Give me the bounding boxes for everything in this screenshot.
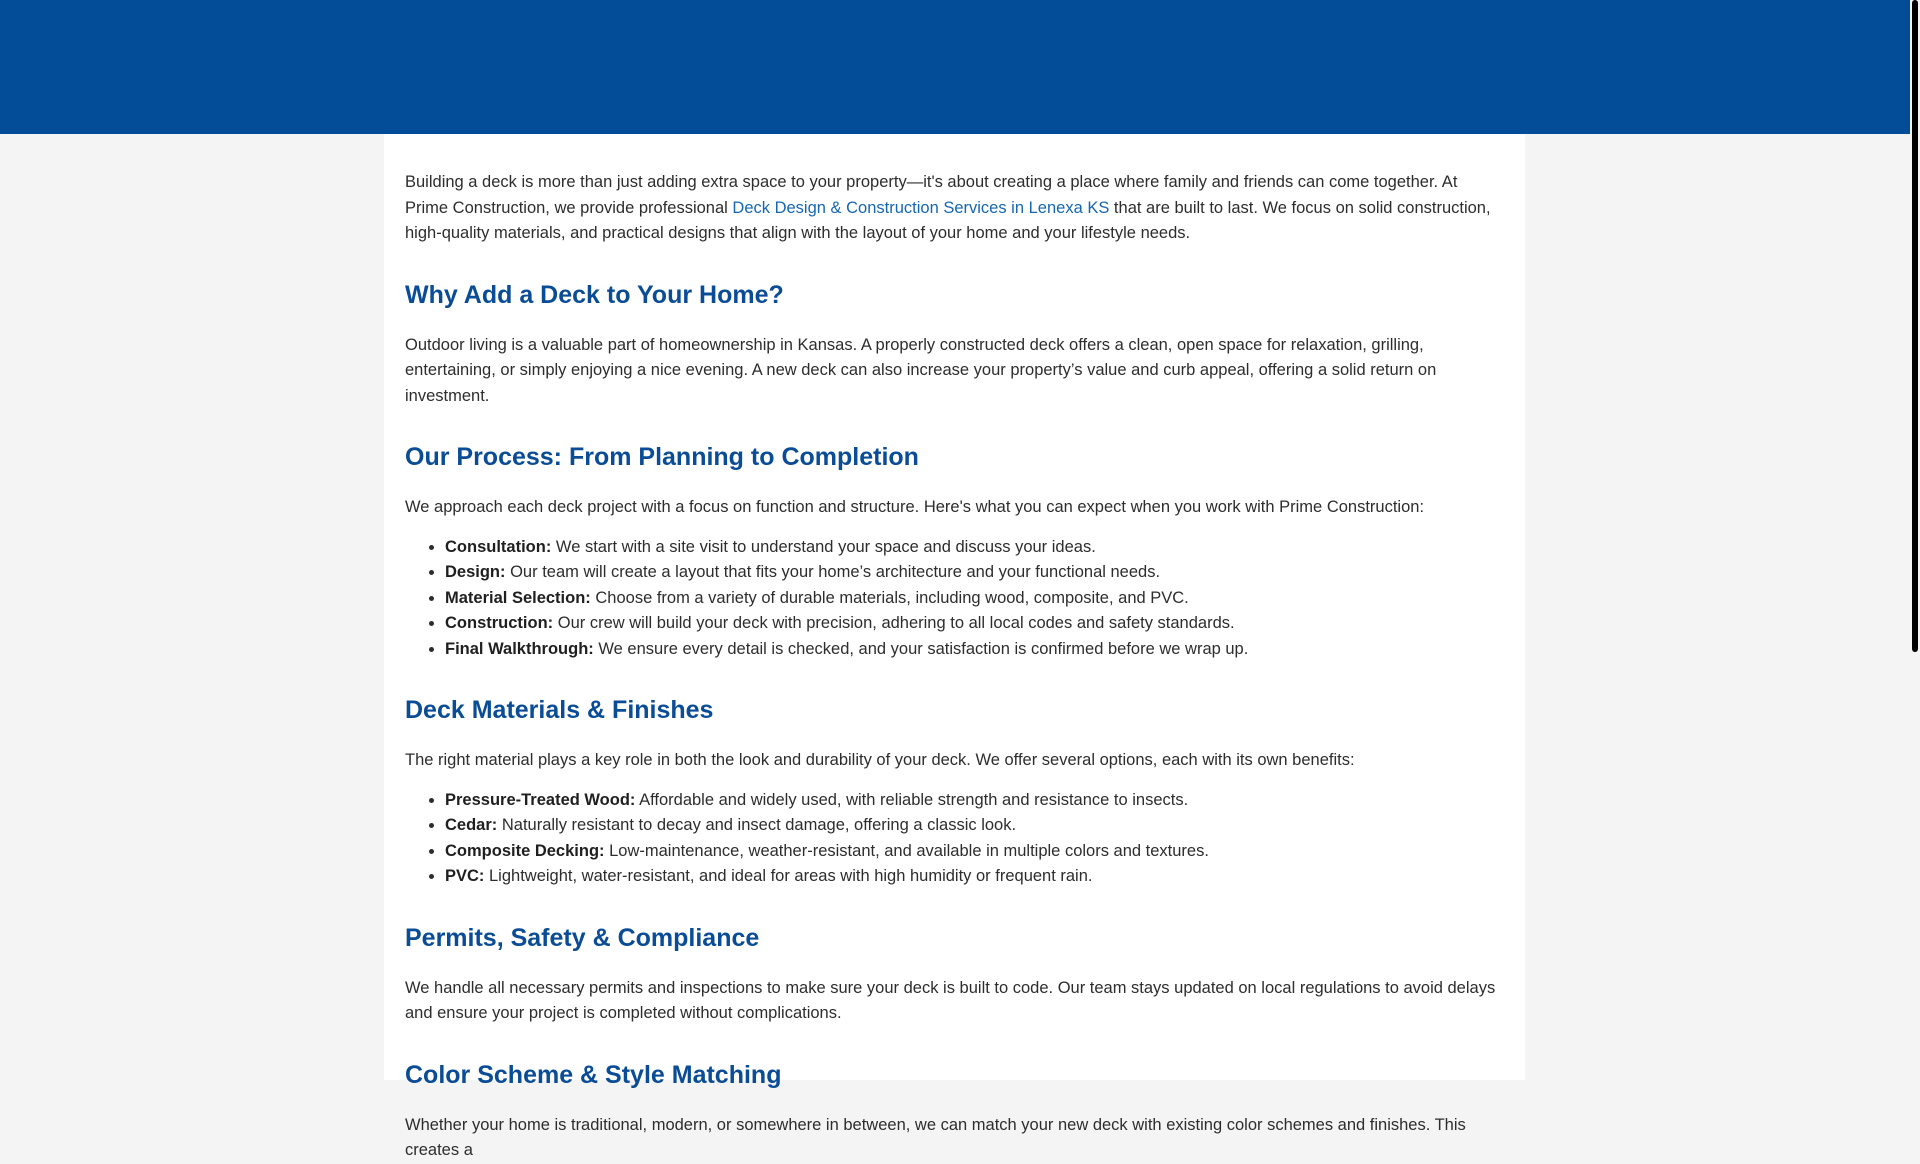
list-item-text: We ensure every detail is checked, and your satisfaction is confirmed before we wrap up. xyxy=(593,639,1249,658)
process-list xyxy=(405,535,1505,663)
list-item-label: Construction: xyxy=(445,614,554,632)
materials-intro: The right material plays a key role in both the look and durability of your deck. We offer several options, each with its own benefits: xyxy=(405,751,1355,769)
list-item xyxy=(445,788,1505,814)
permits-paragraph: We handle all necessary permits and inspections to make sure your deck is built to code. Our team stays updated on local regulations to avoid delays and ensure your project is completed without complications. xyxy=(405,978,1496,1022)
list-item-label: Cedar: xyxy=(445,816,498,834)
article-content xyxy=(384,134,1525,1159)
intro-paragraph xyxy=(405,170,1505,247)
heading-deck-materials: Deck Materials & Finishes xyxy=(405,696,714,724)
list-item-text: Affordable and widely used, with reliable strength and resistance to insects. xyxy=(635,790,1189,809)
scrollbar-thumb[interactable] xyxy=(1912,0,1918,652)
page-scrollbar[interactable] xyxy=(1910,0,1920,1080)
list-item-label: Consultation: xyxy=(445,537,552,556)
materials-list xyxy=(405,788,1505,890)
list-item-label: Composite Decking: xyxy=(445,841,605,860)
intro-text-after: that are built to last. We focus on solid construction, high-quality materials, and practical designs that align with the layout of your home and your lifestyle needs. xyxy=(405,198,1491,242)
list-item-label: Pressure-Treated Wood: xyxy=(445,790,636,809)
list-item xyxy=(445,535,1505,561)
header-band xyxy=(0,0,1910,134)
list-item-text: We start with a site visit to understand your space and discuss your ideas. xyxy=(551,537,1096,556)
list-item-text: Our team will create a layout that fits your home’s architecture and your functional needs. xyxy=(505,563,1161,581)
list-item xyxy=(445,611,1505,637)
deck-services-link[interactable]: Deck Design & Construction Services in Lenexa KS xyxy=(732,198,1110,217)
list-item-text: Low-maintenance, weather-resistant, and available in multiple colors and textures. xyxy=(604,841,1209,860)
list-item xyxy=(445,586,1505,612)
list-item-label: Design: xyxy=(445,563,506,581)
list-item-text: Lightweight, water-resistant, and ideal for areas with high humidity or frequent rain. xyxy=(484,867,1093,885)
heading-color-scheme: Color Scheme & Style Matching xyxy=(405,1060,782,1089)
heading-permits-safety: Permits, Safety & Compliance xyxy=(405,923,760,952)
heading-why-add-deck: Why Add a Deck to Your Home? xyxy=(405,280,784,309)
list-item-label: Material Selection: xyxy=(445,588,591,607)
list-item-text: Our crew will build your deck with precision, adhering to all local codes and safety standards. xyxy=(553,614,1235,632)
list-item xyxy=(445,864,1505,890)
list-item xyxy=(445,813,1505,839)
list-item-label: Final Walkthrough: xyxy=(445,639,594,658)
why-paragraph: Outdoor living is a valuable part of homeownership in Kansas. A properly constructed deck offers a clean, open space for relaxation, grilling, entertaining, or simply enjoying a nice evening. A new deck can also increase your property’s value and curb appeal, offering a solid return on investment. xyxy=(405,335,1437,405)
list-item-text: Choose from a variety of durable materials, including wood, composite, and PVC. xyxy=(590,588,1189,607)
list-item-label: PVC: xyxy=(445,867,485,885)
list-item-text: Naturally resistant to decay and insect damage, offering a classic look. xyxy=(497,816,1017,834)
intro-text-before: Building a deck is more than just adding extra space to your property—it's about creating a place where family and friends can come together. At Prime Construction, we provide professional xyxy=(405,173,1458,217)
list-item xyxy=(445,637,1505,663)
color-paragraph: Whether your home is traditional, modern, or somewhere in between, we can match your new deck with existing color schemes and finishes. This creates a xyxy=(405,1115,1466,1159)
list-item xyxy=(445,839,1505,865)
heading-our-process: Our Process: From Planning to Completion xyxy=(405,443,919,471)
list-item xyxy=(445,560,1505,586)
process-intro: We approach each deck project with a focus on function and structure. Here's what you can expect when you work with Prime Construction: xyxy=(405,498,1425,516)
